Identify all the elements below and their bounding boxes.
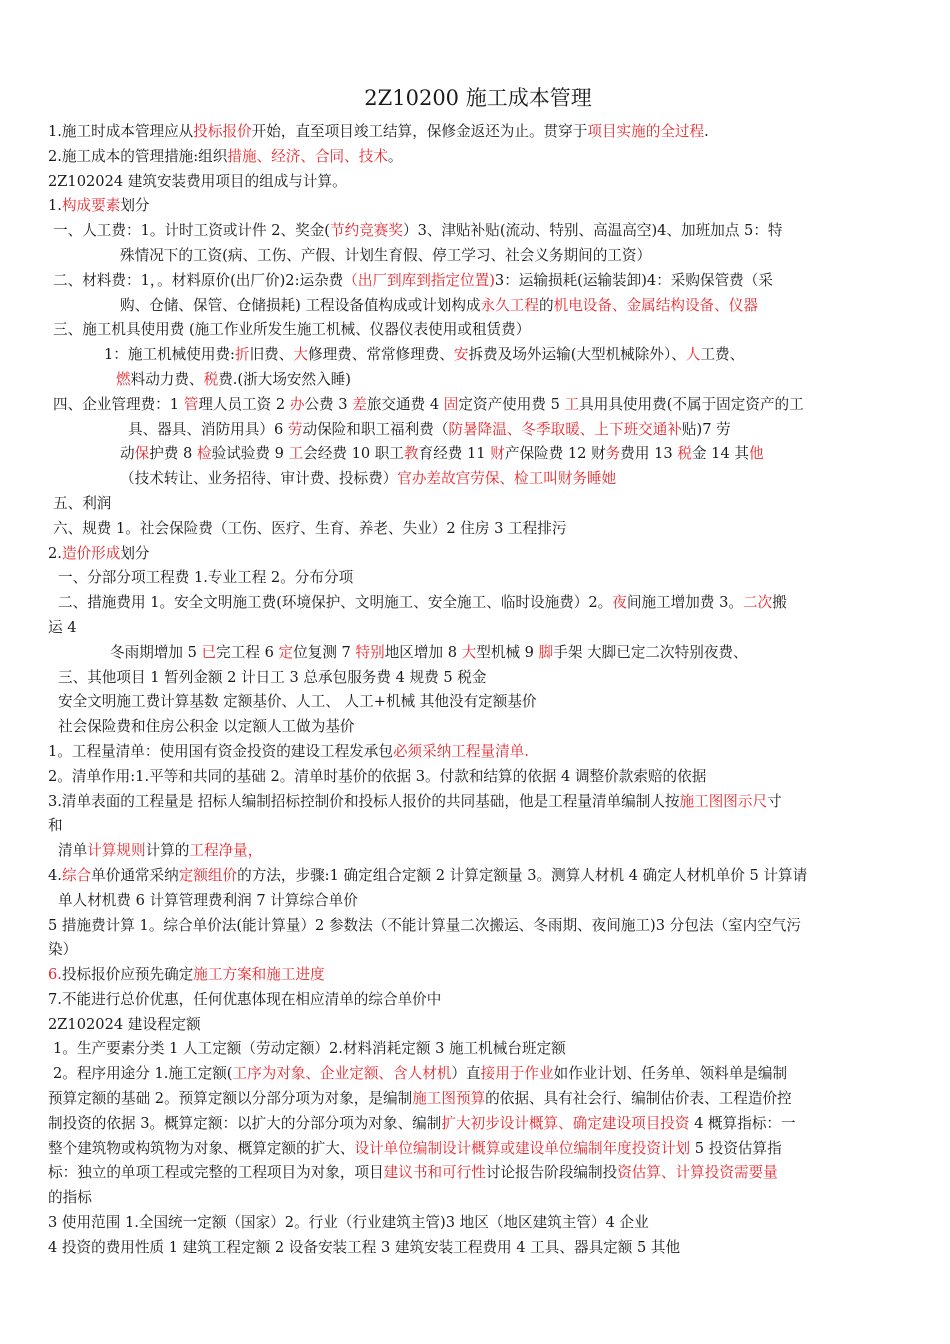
text-segment: 3.清单表面的工程量是 招标人编制招标控制价和投标人报价的共同基础，他是工程量清单编制人按 [48, 792, 680, 810]
text-segment: 四、企业管理费：1 [53, 395, 184, 413]
text-segment: 位复测 7 [293, 643, 356, 661]
text-line [48, 294, 904, 319]
text-segment: 染） [48, 941, 78, 959]
text-segment: 划分 [120, 544, 150, 562]
text-line [48, 740, 904, 765]
text-line [48, 517, 904, 542]
highlighted-text: 差 [352, 395, 367, 413]
text-segment: 1.施工时成本管理应从 [48, 123, 194, 140]
text-line [48, 269, 904, 294]
text-line [48, 219, 904, 244]
text-line [48, 715, 904, 740]
text-segment: 划分 [120, 197, 150, 215]
text-line [48, 393, 904, 418]
text-segment: 二、措施费用 1。安全文明施工费(环境保护、文明施工、安全施工、临时设施费）2。 [58, 594, 613, 612]
text-segment: 三、其他项目 1 暂列金额 2 计日工 3 总承包服务费 4 规费 5 税金 [58, 668, 487, 686]
text-segment: ）直 [451, 1065, 481, 1083]
text-line [48, 864, 904, 889]
text-segment: 工费、 [700, 346, 745, 364]
text-segment: 4. [48, 866, 62, 884]
highlighted-text: 税 [203, 370, 219, 388]
text-segment: 三、施工机具使用费 (施工作业所发生施工机械、仪器仪表使用或租赁费） [53, 321, 531, 339]
text-segment: 3 使用范围 1.全国统一定额（国家）2。行业（行业建筑主管)3 地区（地区建筑主管）4 企业 [48, 1214, 649, 1232]
highlighted-text: 综合 [61, 866, 92, 884]
text-segment: 定资产使用费 5 [458, 395, 565, 413]
highlighted-text: 施工图预算 [412, 1090, 486, 1108]
text-line [48, 790, 904, 815]
highlighted-text: 折 [234, 346, 250, 364]
highlighted-text: 办 [289, 395, 305, 413]
highlighted-text: 工 [564, 395, 580, 413]
text-segment: 殊情况下的工资(病、工伤、产假、计划生育假、停工学习、社会义务期间的工资） [120, 246, 652, 264]
text-segment: （技术转让、业务招待、审计费、投标费） [120, 470, 398, 488]
text-segment: 验试验费 9 [211, 445, 289, 463]
text-line [48, 963, 904, 988]
highlighted-text: 管 [183, 395, 199, 413]
highlighted-text: 节约竞赛奖 [330, 222, 403, 240]
text-line [48, 765, 904, 790]
text-segment: 理人员工资 2 [198, 395, 290, 413]
text-segment: 二、材料费：1，。材料原价(出厂价)2:运杂费 [53, 271, 344, 289]
highlighted-text: 大 [461, 643, 477, 661]
text-segment: 1. [48, 197, 62, 215]
highlighted-text: 定额组价 [178, 866, 238, 884]
text-segment: 寸 [767, 792, 782, 810]
text-line [48, 1137, 904, 1162]
text-line [48, 542, 904, 567]
text-line [48, 170, 904, 195]
text-segment: 开始，直至项目竣工结算，保修金返还为止。贯穿于 [251, 123, 588, 140]
text-line [48, 1186, 904, 1211]
text-segment: 1：施工机械使用费: [104, 346, 235, 364]
text-line [48, 666, 904, 691]
highlighted-text: 固 [443, 395, 459, 413]
text-segment: 单价通常采纳 [91, 866, 179, 884]
highlighted-text: 务 [605, 445, 621, 463]
highlighted-text: 特别 [355, 643, 385, 661]
highlighted-text: 资估算、计算投资需要量 [617, 1164, 778, 1182]
text-segment: 间施工增加费 3。 [626, 594, 743, 612]
text-segment: 具、器具、消防用具）6 [128, 420, 288, 438]
text-line [48, 145, 904, 170]
document-body [48, 120, 904, 1261]
text-line [48, 467, 904, 492]
text-segment: 费.(浙大场安然入睡) [218, 370, 351, 388]
text-segment: 动 [120, 445, 135, 463]
text-line [48, 641, 904, 666]
highlighted-text: 投标报价 [193, 123, 252, 140]
text-line [48, 1013, 904, 1038]
highlighted-text: 施工图图示尺 [679, 792, 768, 810]
text-segment: 冬雨期增加 5 [110, 643, 202, 661]
highlighted-text: 机电设备、金属结构设备、仪器 [553, 296, 758, 314]
text-segment: 六、规费 1。社会保险费（工伤、医疗、生育、养老、失业）2 住房 3 工程排污 [53, 519, 567, 537]
highlighted-text: 财 [490, 445, 505, 463]
text-segment: 制投资的依据 3。概算定额：以扩大的分部分项为对象、编制 [48, 1114, 442, 1132]
text-segment: 费用 13 [620, 445, 678, 463]
text-segment: 拆费及场外运输(大型机械除外）、 [468, 346, 686, 364]
text-segment: ）3、津贴补贴(流动、特别、高温高空)4、加班加点 5：特 [402, 222, 783, 240]
text-line [48, 1211, 904, 1236]
text-line [48, 814, 904, 839]
text-segment: 安全文明施工费计算基数 定额基价、人工、 人工+机械 其他没有定额基价 [58, 693, 537, 711]
highlighted-text: 税 [677, 445, 692, 463]
text-segment: 4 投资的费用性质 1 建筑工程定额 2 设备安装工程 3 建筑安装工程费用 4 工具、器具定额 5 其他 [48, 1238, 681, 1256]
text-segment: 7.不能进行总价优惠，任何优惠体现在相应清单的综合单价中 [48, 990, 442, 1008]
text-segment: 料动力费、 [130, 370, 204, 388]
text-line [48, 566, 904, 591]
highlighted-text: 大 [293, 346, 308, 364]
text-segment: 1。工程量清单：使用国有资金投资的建设工程发承包 [48, 742, 393, 760]
highlighted-text: 计算规则 [87, 842, 146, 860]
highlighted-text: 项目实施的全过程 [587, 123, 705, 140]
text-line [48, 244, 904, 269]
text-segment: 整个建筑物或构筑物为对象、概算定额的扩大、 [48, 1139, 355, 1157]
text-line [48, 343, 904, 368]
highlighted-text: 人 [685, 346, 701, 364]
text-segment: 2.施工成本的管理措施:组织 [48, 147, 228, 165]
text-segment: 如作业计划、任务单、领料单是编制 [553, 1065, 788, 1083]
highlighted-text: 官办差故宫劳保、检工叫财务睡她 [397, 470, 617, 488]
text-line [48, 690, 904, 715]
text-line [48, 318, 904, 343]
text-segment: 单人材机费 6 计算管理费利润 7 计算综合单价 [58, 891, 358, 909]
text-segment: 的 [538, 296, 554, 314]
highlighted-text: 燃 [116, 370, 131, 388]
highlighted-text: 已 [201, 643, 217, 661]
text-segment: 手架 大脚已定二次特别夜费、 [553, 643, 748, 661]
highlighted-text: 工 [288, 445, 304, 463]
text-segment: 育经费 11 [418, 445, 491, 463]
text-segment: 计算的 [145, 842, 190, 860]
highlighted-text: 扩大初步设计概算、确定建设项目投资 [441, 1114, 690, 1132]
highlighted-text: 施工方案和施工进度 [193, 966, 325, 984]
text-segment: 购、仓储、保管、仓储损耗) 工程设备值构成或计划构成 [120, 296, 481, 314]
highlighted-text: 脚 [538, 643, 554, 661]
text-line [48, 938, 904, 963]
text-line [48, 914, 904, 939]
text-line [48, 442, 904, 467]
text-segment: 一、人工费：1。计时工资或计件 2、奖金( [53, 222, 330, 240]
text-line [48, 120, 904, 145]
text-segment: 运 4 [48, 618, 77, 636]
text-segment: 5 投资估算指 [690, 1139, 782, 1157]
highlighted-text: 安 [453, 346, 469, 364]
text-segment: 清单 [58, 842, 88, 860]
text-segment: 1。生产要素分类 1 人工定额（劳动定额）2.材料消耗定额 3 施工机械台班定额 [53, 1040, 566, 1058]
text-segment: 具用具使用费(不属于固定资产的工 [579, 395, 804, 413]
text-segment: 的方法，步骤:1 确定组合定额 2 计算定额量 3。测算人材机 4 确定人材机单价 5 计算请 [237, 866, 808, 884]
highlighted-text: 必须采纳工程量清单. [392, 742, 529, 760]
highlighted-text: 防暑降温、冬季取暖、上下班交通补 [448, 420, 682, 438]
text-segment: 和 [48, 817, 63, 835]
highlighted-text: 工程净量， [189, 842, 263, 860]
text-segment: 产保险费 12 财 [504, 445, 606, 463]
text-line [48, 1062, 904, 1087]
text-segment: 的指标 [48, 1189, 92, 1207]
text-segment: 5 措施费计算 1。综合单价法(能计算量）2 参数法（不能计算量二次搬运、冬雨期、夜间施工)3 分包法（室内空气污 [48, 916, 801, 934]
highlighted-text: 6. [48, 966, 62, 984]
highlighted-text: 定 [278, 643, 294, 661]
text-segment: 2Z102024 建设程定额 [48, 1015, 201, 1033]
text-line [48, 368, 904, 393]
text-segment: 金 14 其 [691, 445, 749, 463]
text-line [48, 616, 904, 641]
highlighted-text: 接用于作业 [480, 1065, 554, 1083]
text-line [48, 1112, 904, 1137]
text-segment: 2. [48, 544, 62, 562]
text-segment: 动保险和职工福利费（ [302, 420, 449, 438]
text-segment: 护费 8 [149, 445, 197, 463]
page-title: 2Z10200 施工成本管理 [364, 86, 592, 110]
text-segment: 讨论报告阶段编制投 [485, 1164, 618, 1182]
highlighted-text: （出厂到库到指定位置) [343, 271, 495, 289]
text-segment: 旧费、 [249, 346, 294, 364]
highlighted-text: 造价形成 [61, 544, 121, 562]
text-segment: 预算定额的基础 2。预算定额以分部分项为对象，是编制 [48, 1090, 413, 1108]
highlighted-text: 检 [196, 445, 212, 463]
text-line [48, 1037, 904, 1062]
text-line [48, 988, 904, 1013]
highlighted-text: 设计单位编制设计概算或建设单位编制年度投资计划 [354, 1139, 691, 1157]
text-segment: 会经费 10 职工 [303, 445, 404, 463]
text-segment: 五、利润 [53, 494, 112, 512]
text-segment: 2Z102024 建筑安装费用项目的组成与计算。 [48, 172, 347, 190]
text-segment: 2。清单作用:1.平等和共同的基础 2。清单时基价的依据 3。付款和结算的依据 4 调整价款索赔的依据 [48, 767, 707, 785]
text-segment: 3：运输损耗(运输装卸)4：采购保管费（采 [494, 271, 773, 289]
text-segment: . [704, 123, 709, 140]
highlighted-text: 工序为对象、企业定额、含人材机 [232, 1065, 452, 1083]
text-line [48, 1236, 904, 1261]
text-segment: 完工程 6 [216, 643, 279, 661]
text-segment: 贴)7 劳 [681, 420, 731, 438]
text-segment: 型机械 9 [476, 643, 539, 661]
highlighted-text: 他 [748, 445, 764, 463]
text-segment: 一、分部分项工程费 1.专业工程 2。分布分项 [58, 569, 354, 587]
highlighted-text: 保 [134, 445, 150, 463]
text-line [48, 194, 904, 219]
highlighted-text: 措施、经济、合同、技术 [227, 147, 388, 165]
text-segment: 。 [387, 147, 403, 165]
text-segment: 搬 [772, 594, 787, 612]
text-segment: 4 概算指标：一 [689, 1114, 796, 1132]
highlighted-text: 劳 [287, 420, 303, 438]
highlighted-text: 建议书和可行性 [383, 1164, 486, 1182]
text-segment: 社会保险费和住房公积金 以定额人工做为基价 [58, 718, 355, 736]
text-line [48, 1161, 904, 1186]
text-segment: 2。程序用途分 1.施工定额( [53, 1065, 233, 1083]
text-line [48, 591, 904, 616]
text-segment: 标：独立的单项工程或完整的工程项目为对象，项目 [48, 1164, 384, 1182]
text-segment: 的依据、具有社会行、编制估价表、工程造价控 [485, 1090, 792, 1108]
text-line [48, 839, 904, 864]
highlighted-text: 永久工程 [480, 296, 539, 314]
text-line [48, 1087, 904, 1112]
text-segment: 公费 3 [304, 395, 353, 413]
highlighted-text: 构成要素 [61, 197, 121, 215]
highlighted-text: 夜 [612, 594, 627, 612]
text-line [48, 889, 904, 914]
text-segment: 地区增加 8 [384, 643, 462, 661]
text-segment: 旅交通费 4 [366, 395, 444, 413]
text-segment: 修理费、常常修理费、 [307, 346, 454, 364]
text-line [48, 418, 904, 443]
highlighted-text: 二次 [742, 594, 773, 612]
highlighted-text: 教 [403, 445, 419, 463]
text-segment: 投标报价应预先确定 [61, 966, 194, 984]
text-line [48, 492, 904, 517]
